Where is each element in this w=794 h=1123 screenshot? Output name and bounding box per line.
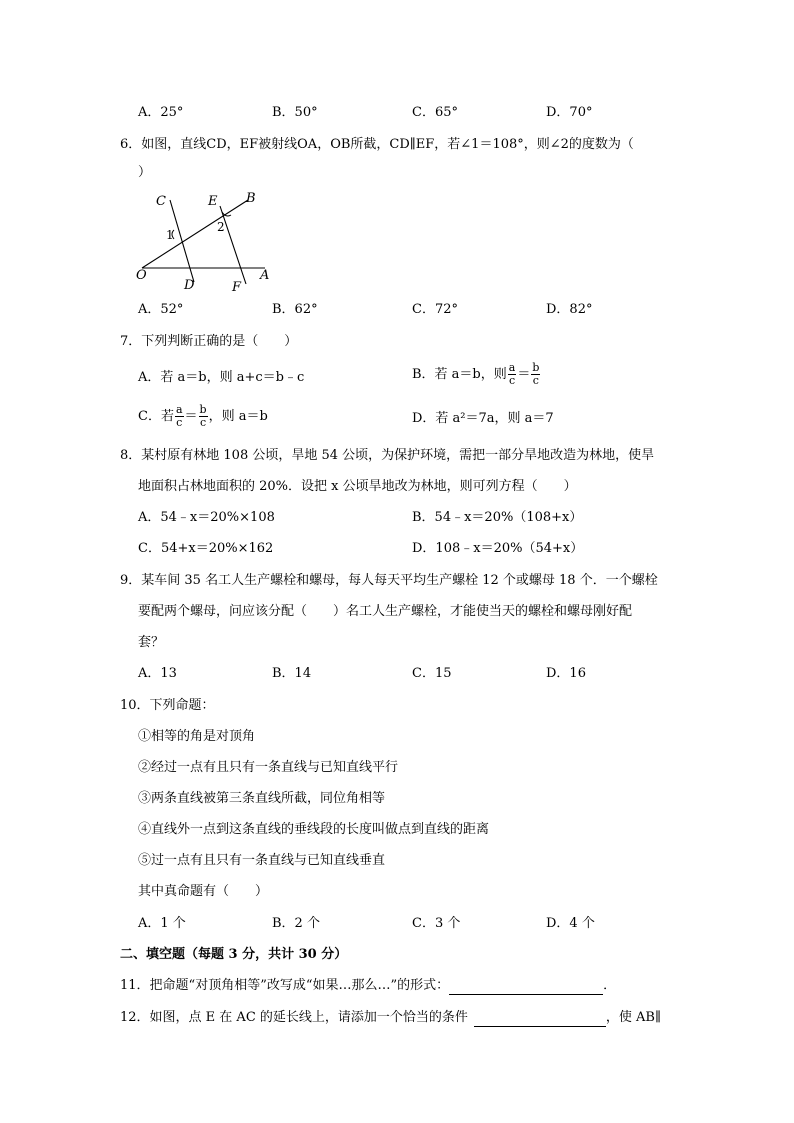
label-o: O: [136, 268, 147, 283]
fraction: $\frac{b}{c}$: [199, 403, 207, 429]
q9-line3: 套？: [138, 635, 165, 650]
q6-option-a: A．52°: [138, 302, 184, 317]
q7-option-c: C．若 $\frac{a}{c}$ ＝ $\frac{b}{c}$ ，则 a＝b: [138, 403, 268, 429]
q10-option-b: B．2 个: [272, 916, 320, 931]
q8-option-a: A．54﹣x＝20%×108: [138, 510, 275, 525]
q8-line1: 8．某村原有林地 108 公顷，旱地 54 公顷，为保护环境，需把一部分旱地改造为林地，使旱: [120, 448, 655, 463]
section-2-heading: 二、填空题（每题 3 分，共计 30 分）: [120, 947, 348, 962]
q11-answer-blank[interactable]: [449, 980, 603, 995]
q9-option-d: D．16: [546, 666, 586, 681]
q12-answer-blank[interactable]: [474, 1012, 606, 1027]
q10-item: ⑤过一点有且只有一条直线与已知直线垂直: [138, 853, 386, 868]
q5-option-b: B．50°: [272, 105, 318, 120]
q6-stem: 6．如图，直线CD，EF被射线OA，OB所截，CD∥EF，若∠1＝108°，则∠2的度数为（: [120, 137, 634, 152]
q10-tail: 其中真命题有（ ）: [138, 884, 269, 899]
q8-option-b: B．54﹣x＝20%（108+x）: [412, 510, 583, 525]
q10-item: ④直线外一点到这条直线的垂线段的长度叫做点到直线的距离: [138, 822, 490, 837]
label-e: E: [208, 194, 218, 209]
label-angle-2: 2: [217, 220, 225, 234]
q10-option-d: D．4 个: [546, 916, 595, 931]
q7-option-d: D．若 a²＝7a，则 a＝7: [412, 411, 554, 426]
label-angle-1: 1: [166, 228, 174, 242]
q5-option-d: D．70°: [546, 105, 593, 120]
q10-option-a: A．1 个: [138, 916, 186, 931]
q7-stem: 7．下列判断正确的是（ ）: [120, 334, 298, 349]
q6-stem-close: ）: [138, 165, 152, 180]
fraction: $\frac{b}{c}$: [532, 361, 540, 387]
q6-option-b: B．62°: [272, 302, 318, 317]
q8-line2: 地面积占林地面积的 20%．设把 x 公顷旱地改为林地，则可列方程（ ）: [138, 479, 577, 494]
q6-option-c: C．72°: [412, 302, 458, 317]
fraction: $\frac{a}{c}$: [175, 403, 183, 429]
q9-option-c: C．15: [412, 666, 452, 681]
q10-stem: 10．下列命题：: [120, 698, 215, 713]
q12: 12．如图，点 E 在 AC 的延长线上，请添加一个恰当的条件 ，使 AB∥: [120, 1010, 661, 1025]
q11: 11．把命题“对顶角相等”改写成“如果…那么…”的形式： ．: [120, 978, 617, 993]
q9-option-a: A．13: [138, 666, 177, 681]
label-f: F: [232, 280, 242, 295]
q10-item: ②经过一点有且只有一条直线与已知直线平行: [138, 760, 399, 775]
q7-option-b: B．若 a＝b，则 $\frac{a}{c}$ ＝ $\frac{b}{c}$: [412, 361, 540, 387]
fraction: $\frac{a}{c}$: [508, 361, 516, 387]
q9-line2: 要配两个螺母，问应该分配（ ）名工人生产螺栓，才能使当天的螺栓和螺母刚好配: [138, 604, 633, 619]
q10-item: ③两条直线被第三条直线所截，同位角相等: [138, 791, 386, 806]
q10-option-c: C．3 个: [412, 916, 461, 931]
q7-option-a: A．若 a＝b，则 a+c＝b﹣c: [138, 370, 305, 385]
q8-option-c: C．54+x＝20%×162: [138, 541, 274, 556]
q10-item: ①相等的角是对顶角: [138, 729, 256, 744]
label-b: B: [246, 191, 256, 206]
q9-line1: 9．某车间 35 名工人生产螺栓和螺母，每人每天平均生产螺栓 12 个或螺母 18 个．一个螺栓: [120, 573, 658, 588]
label-c: C: [156, 194, 166, 209]
q6-option-d: D．82°: [546, 302, 593, 317]
q6-figure: [130, 188, 290, 298]
label-a: A: [260, 268, 270, 283]
q5-option-c: C．65°: [412, 105, 458, 120]
q5-option-a: A．25°: [138, 105, 184, 120]
q9-option-b: B．14: [272, 666, 312, 681]
label-d: D: [184, 278, 195, 293]
q8-option-d: D．108﹣x＝20%（54+x）: [412, 541, 584, 556]
